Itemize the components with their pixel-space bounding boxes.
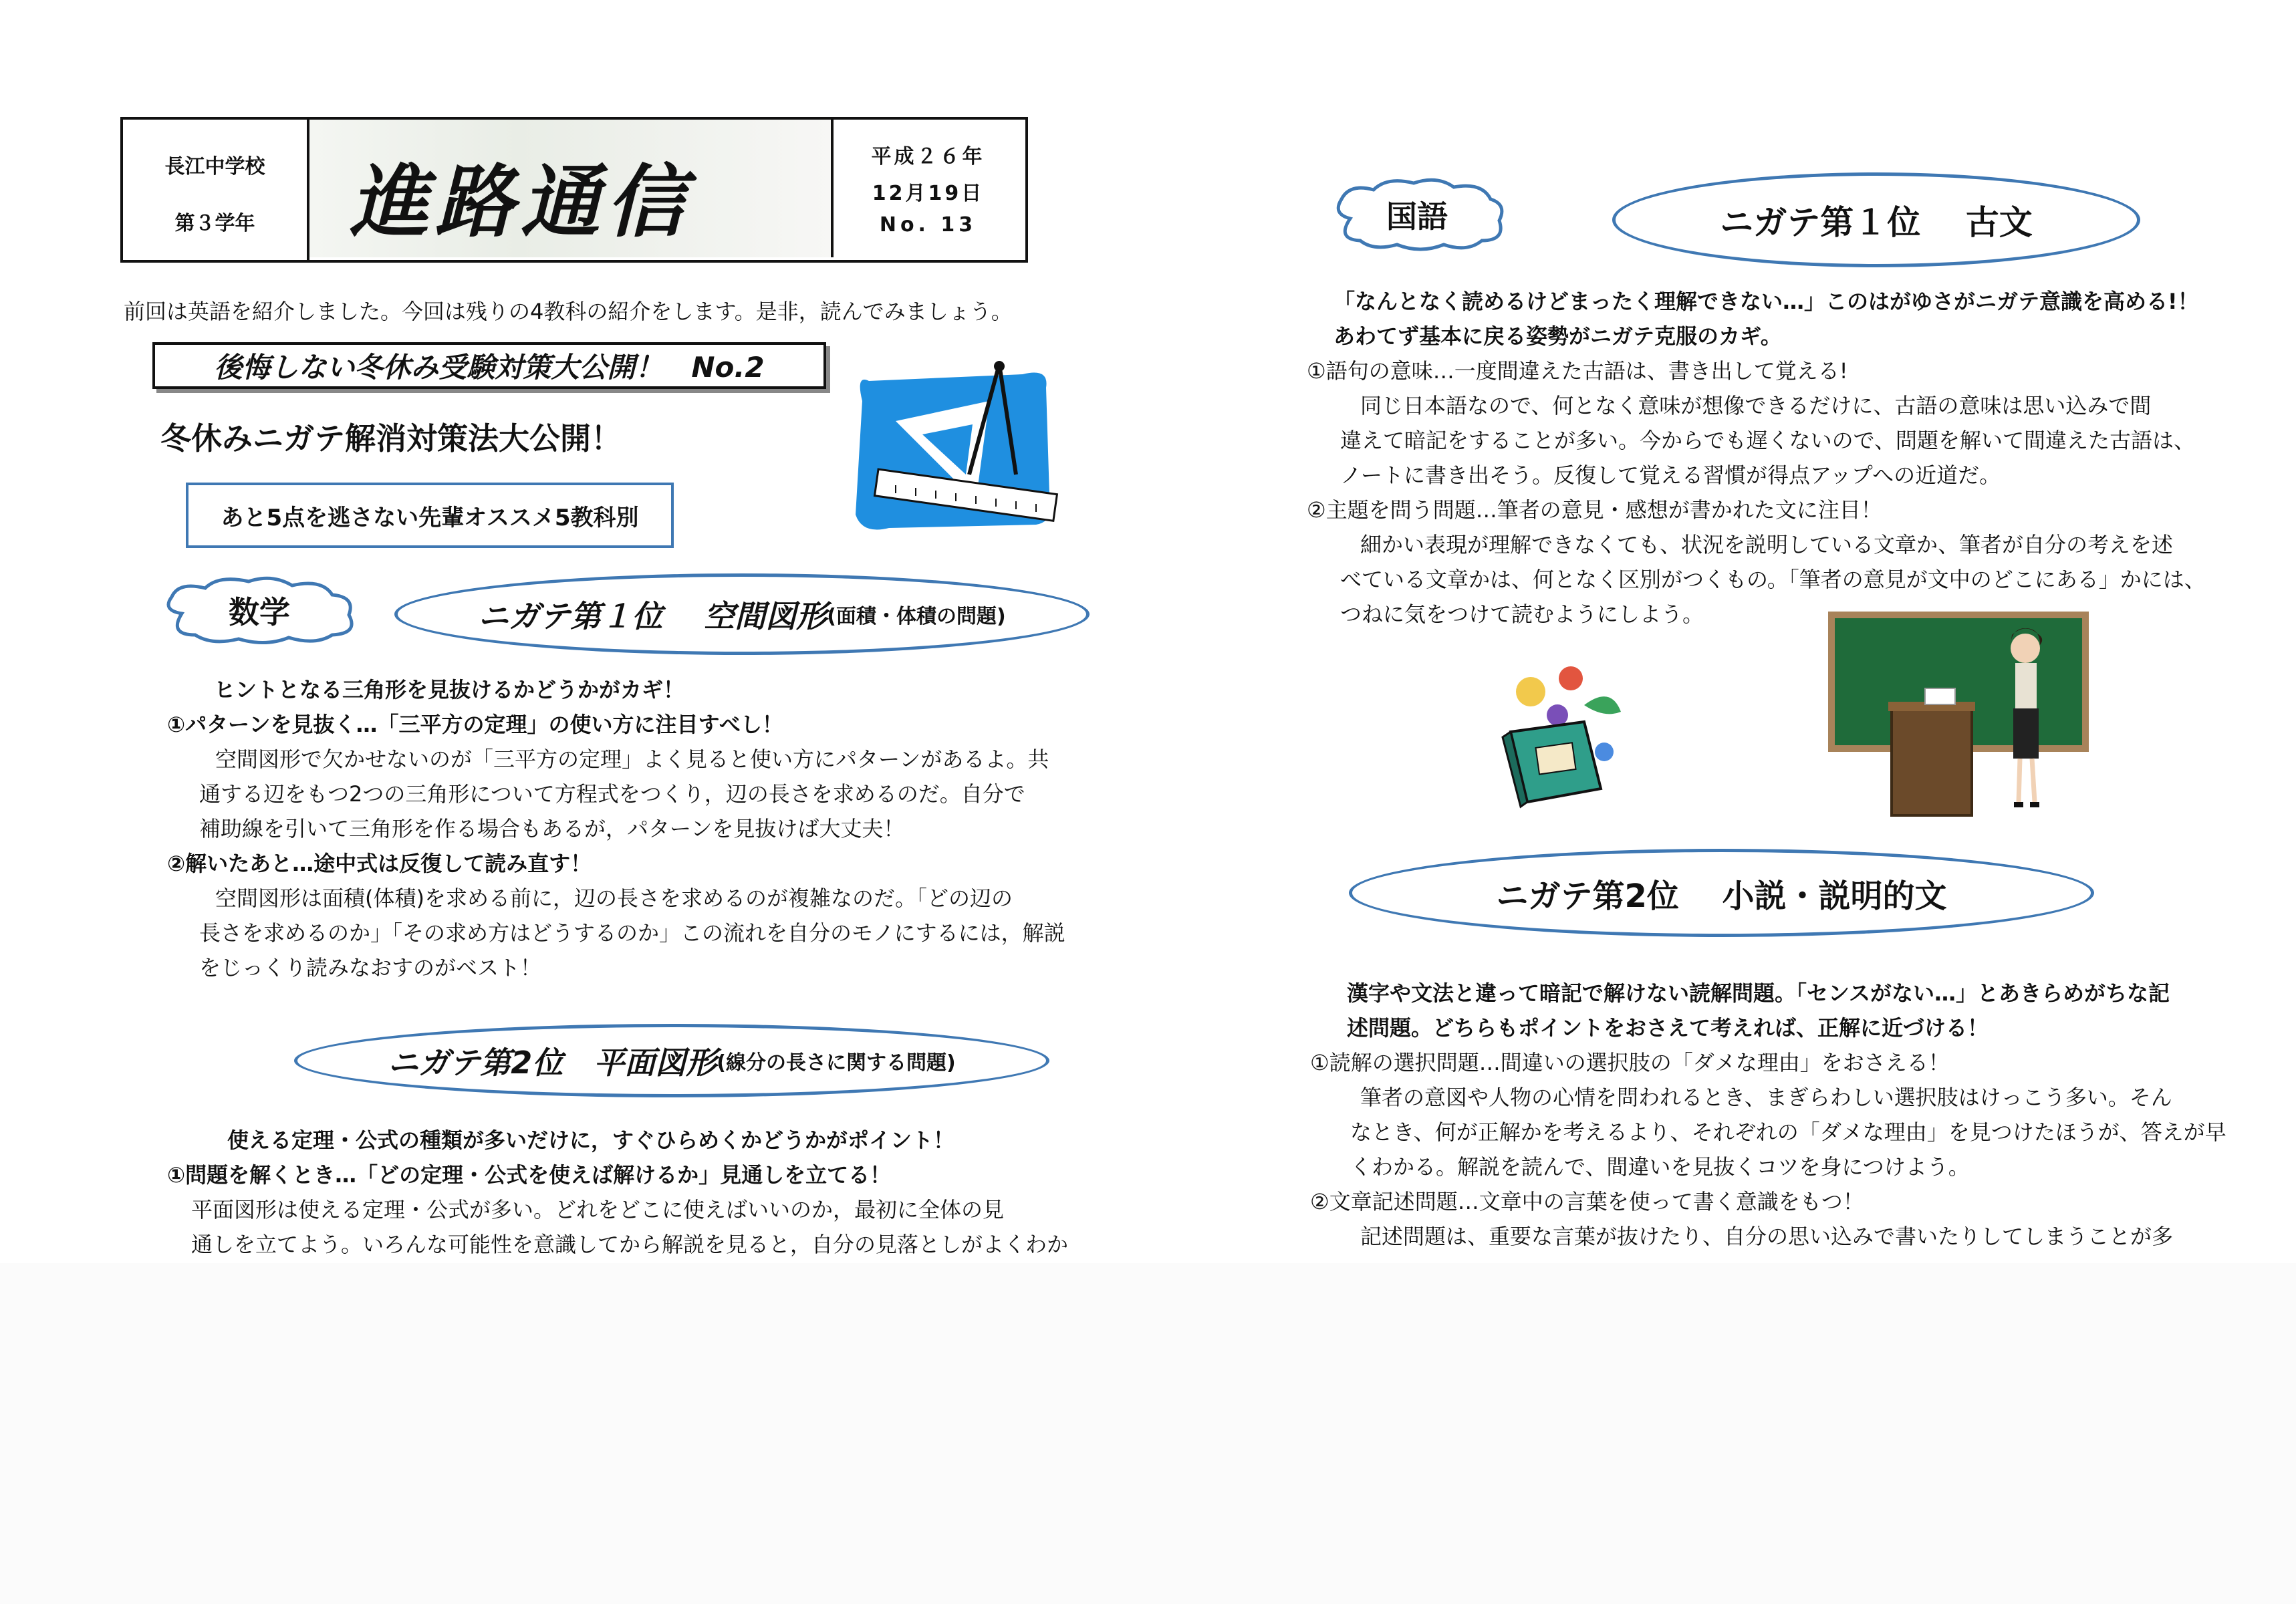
school-name: 長江中学校 bbox=[164, 155, 265, 178]
japanese-rank1-point2: ②主題を問う問題…筆者の意見・感想が書かれた文に注目！ bbox=[1307, 497, 1882, 523]
math-rank1-point1: ①パターンを見抜く…「三平方の定理」の使い方に注目すべし！ bbox=[167, 712, 783, 737]
japanese-rank1-line: 同じ日本語なので、何となく意味が想像できるだけに、古語の意味は思い込みで間 bbox=[1360, 393, 2152, 418]
campaign-banner-text: 後悔しない冬休み受験対策大公開！ No.2 bbox=[214, 351, 765, 384]
newsletter-header bbox=[120, 117, 1028, 263]
math-rank2-line: 平面図形は使える定理・公式が多い。どれをどこに使えばいいのか，最初に全体の見 bbox=[191, 1197, 1005, 1222]
japanese-rank2-title: ニガテ第2位 小説・説明的文 bbox=[1496, 877, 1947, 915]
book-clipart bbox=[1484, 658, 1638, 812]
math-rank1-line: 長さを求めるのか」「その求め方はどうするのか」この流れを自分のモノにするには，解説 bbox=[199, 920, 1065, 946]
japanese-rank1-line: 違えて暗記をすることが多い。今からでも遅くないので、問題を解いて間違えた古語は、 bbox=[1340, 428, 2196, 453]
japanese-rank1-hint2: あわてず基本に戻る姿勢がニガテ克服のカギ。 bbox=[1333, 323, 1782, 349]
japanese-rank2-ellipse bbox=[1349, 849, 2094, 937]
grade-label: 第３学年 bbox=[174, 212, 255, 235]
campaign-banner bbox=[152, 342, 826, 389]
header-school-cell bbox=[123, 120, 309, 260]
math-rank2-hint: 使える定理・公式の種類が多いだけに，すぐひらめくかどうかがポイント！ bbox=[227, 1127, 955, 1153]
math-rank2-body bbox=[167, 1123, 1068, 1262]
math-rank1-line: 空間図形は面積(体積)を求める前に，辺の長さを求めるのが複雑なのだ。「どの辺の bbox=[215, 886, 1013, 911]
japanese-rank2-line: 筆者の意図や人物の心情を問われるとき、まぎらわしい選択肢はけっこう多い。そん bbox=[1360, 1085, 2172, 1110]
japanese-cloud-label bbox=[1327, 175, 1507, 254]
math-rank1-hint: ヒントとなる三角形を見抜けるかどうかがカギ！ bbox=[214, 677, 685, 702]
japanese-rank2-line: 記述問題は、重要な言葉が抜けたり、自分の思い込みで書いたりしてしまうことが多 bbox=[1360, 1224, 2174, 1249]
math-rank1-body bbox=[167, 672, 1065, 985]
math-rank1-point2: ②解いたあと…途中式は反復して読み直す！ bbox=[167, 851, 592, 876]
math-rank2-subtitle: (線分の長さに関する問題) bbox=[717, 1051, 956, 1075]
date-day: 12月19日 bbox=[872, 182, 985, 205]
subtitle: 冬休みニガテ解消対策法大公開！ bbox=[160, 420, 622, 456]
date-year: 平成２６年 bbox=[871, 145, 985, 168]
math-rank2-ellipse bbox=[294, 1024, 1049, 1097]
recommend-box-label: あと5点を逃さない先輩オススメ5教科別 bbox=[221, 504, 639, 531]
japanese-rank2-hint: 漢字や文法と違って暗記で解けない読解問題。「センスがない…」とあきらめがちな記 bbox=[1347, 980, 2170, 1006]
japanese-rank1-line: つねに気をつけて読むようにしよう。 bbox=[1340, 602, 1704, 627]
japanese-rank1-point1: ①語句の意味…一度間違えた古語は、書き出して覚える! bbox=[1307, 358, 1848, 384]
math-rank1-line: 通する辺をもつ2つの三角形について方程式をつくり，辺の長さを求めるのだ。自分で bbox=[199, 781, 1025, 807]
header-title-cell bbox=[309, 120, 834, 257]
math-rank1-line: をじっくり読みなおすのがベスト！ bbox=[199, 955, 542, 980]
japanese-rank2-hint2: 述問題。どちらもポイントをおさえて考えれば、正解に近づける！ bbox=[1347, 1015, 1989, 1041]
math-rank1-title: ニガテ第１位 空間図形 bbox=[478, 598, 827, 634]
japanese-rank1-line: ノートに書き出そう。反復して覚える習慣が得点アップへの近道だ。 bbox=[1340, 462, 2001, 488]
math-rank2-point1: ①問題を解くとき…「どの定理・公式を使えば解けるか」見通しを立てる！ bbox=[167, 1162, 892, 1188]
math-rank1-ellipse bbox=[394, 573, 1090, 655]
math-cloud-label bbox=[155, 573, 364, 647]
japanese-label-text: 国語 bbox=[1386, 198, 1448, 235]
issue-number: No. 13 bbox=[879, 213, 977, 237]
japanese-rank2-line: なとき、何が正解かを考えるより、それぞれの「ダメな理由」を見つけたほうが、答えが早 bbox=[1350, 1119, 2226, 1145]
math-label-text: 数学 bbox=[229, 594, 290, 630]
japanese-rank2-point2: ②文章記述問題…文章中の言葉を使って書く意識をもつ！ bbox=[1310, 1189, 1864, 1214]
japanese-rank2-line: くわかる。解説を読んで、間違いを見抜くコツを身につけよう。 bbox=[1350, 1154, 1970, 1180]
recommend-box bbox=[186, 483, 674, 548]
math-rank1-subtitle: (面積・体積の問題) bbox=[827, 605, 1006, 628]
japanese-rank2-body bbox=[1310, 976, 2226, 1254]
japanese-rank1-line: べている文章かは、何となく区別がつくもの。「筆者の意見が文中のどこにある」かには、 bbox=[1340, 567, 2206, 592]
japanese-rank1-line: 細かい表現が理解できなくても、状況を説明している文章か、筆者が自分の考えを述 bbox=[1360, 532, 2174, 557]
math-rank2-title: ニガテ第2位 平面図形 bbox=[388, 1045, 717, 1081]
math-clipart bbox=[849, 361, 1063, 541]
japanese-rank1-body bbox=[1307, 284, 2206, 632]
japanese-rank1-title: ニガテ第１位 古文 bbox=[1720, 203, 2033, 242]
math-rank1-line: 空間図形で欠かせないのが「三平方の定理」よく見ると使い方にパターンがあるよ。共 bbox=[215, 747, 1049, 772]
blank-lower-area bbox=[0, 1263, 2296, 1604]
teacher-clipart bbox=[1825, 608, 2092, 822]
math-rank2-line: 通しを立てよう。いろんな可能性を意識してから解説を見ると，自分の見落としがよくわか bbox=[191, 1232, 1069, 1257]
intro-text: 前回は英語を紹介しました。今回は残りの4教科の紹介をします。是非，読んでみましょう。 bbox=[124, 299, 1013, 324]
japanese-rank2-point1: ①読解の選択問題…間違いの選択肢の「ダメな理由」をおさえる！ bbox=[1310, 1050, 1950, 1075]
japanese-rank1-hint: 「なんとなく読めるけどまったく理解できない…」このはがゆさがニガテ意識を高める!！ bbox=[1333, 289, 2199, 314]
japanese-rank1-ellipse bbox=[1612, 172, 2140, 267]
math-rank1-line: 補助線を引いて三角形を作る場合もあるが，パターンを見抜けば大丈夫！ bbox=[199, 816, 905, 841]
newsletter-title: 進路通信 bbox=[350, 155, 692, 248]
